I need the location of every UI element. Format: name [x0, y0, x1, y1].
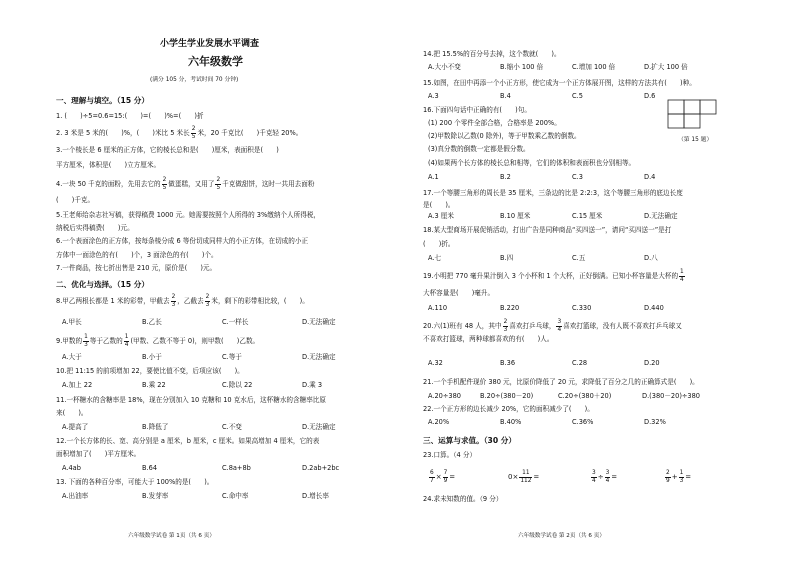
q12-option-a: A.4ab — [62, 464, 81, 472]
question-14: 14.把 15.5%的百分号去掉，这个数就( )。 — [423, 50, 561, 58]
q13-option-d: D.增长率 — [302, 492, 329, 500]
q17-option-b: B.10 厘米 — [500, 212, 531, 220]
question-24: 24.求未知数的值。（9 分） — [423, 495, 503, 503]
e3-fraction-1 — [591, 470, 597, 484]
q22-option-a: A.20% — [428, 418, 450, 426]
e1-fraction-1 — [429, 470, 435, 484]
e1-frac1-den: 7 — [430, 477, 434, 484]
question-3-line1: 3.一个棱长是 6 厘米的正方体，它的棱长总和是( )厘米，表面积是( ) — [56, 146, 279, 154]
e3-operator: ÷ — [597, 473, 604, 481]
e2-frac-den: 112 — [520, 477, 532, 484]
q23-expression-3 — [590, 470, 617, 484]
q8-option-a: A.甲长 — [62, 318, 82, 326]
question-18-line2: ( )折。 — [423, 240, 455, 248]
section-2-heading: 二、优化与选择。（15 分） — [56, 280, 149, 289]
q18-options — [428, 254, 716, 263]
q18-option-c: C.五 — [572, 254, 586, 262]
q22-option-c: C.36% — [572, 418, 594, 426]
question-17-line1: 17.一个等腰三角形的周长是 35 厘米，三条边的比是 2:2:3，这个等腰三角形的底边长度 — [423, 189, 683, 197]
exam-note: (满分 105 分，考试时间 70 分钟) — [150, 77, 239, 83]
q20-frac2-den: 4 — [557, 326, 562, 333]
e4-equals: = — [685, 473, 692, 481]
q20-frac2-num: 3 — [557, 319, 562, 325]
q16-option-d: D.4 — [644, 173, 656, 181]
q9-fraction-1 — [83, 334, 89, 348]
q2-fraction — [191, 126, 197, 140]
q4-text-a: 4.一块 50 千克的面粉，先用去它的 — [56, 180, 161, 188]
q10-options — [62, 381, 382, 390]
question-16: 16.下面四句话中正确的有( )句。 — [423, 106, 531, 114]
q11-options — [62, 423, 382, 432]
q15-cube-net-figure — [666, 98, 722, 132]
e1-equals: = — [449, 473, 456, 481]
question-12-line1: 12.一个长方体的长、宽、高分别是 a 厘米，b 厘米，c 厘米。如果高增加 4 厘米，它的表 — [56, 437, 320, 445]
q12-option-b: B.64 — [142, 464, 158, 472]
e4-frac1-den: 9 — [666, 477, 670, 484]
q17-option-c: C.15 厘米 — [572, 212, 603, 220]
question-4-line2: ( )千克。 — [56, 196, 95, 204]
q8-fraction-1 — [171, 294, 177, 308]
q8-text-c: 米，剩下的彩带相比较，( )。 — [211, 297, 309, 305]
net-square — [668, 100, 684, 114]
question-12-line2: 面积增加了( )平方厘米。 — [56, 450, 141, 458]
net-square — [668, 114, 684, 128]
net-square — [700, 100, 716, 114]
q9-frac1-den: 3 — [84, 341, 88, 348]
footer-page-1: 六年级数学试卷 第 1页（共 6 页） — [128, 533, 215, 539]
q12-options — [62, 464, 382, 473]
q17-option-d: D.无法确定 — [644, 212, 678, 220]
q22-option-b: B.40% — [500, 418, 522, 426]
section-3-heading: 三、运算与求值。（30 分） — [423, 436, 516, 445]
question-9 — [56, 334, 259, 348]
q8-frac1-den: 3 — [171, 301, 176, 308]
q11-option-c: C.不变 — [222, 423, 242, 431]
question-4-line1 — [56, 177, 314, 191]
q8-fraction-2 — [205, 294, 211, 308]
q11-option-d: D.无法确定 — [302, 423, 336, 431]
q20-fraction-2 — [556, 319, 562, 333]
question-18-line1: 18.某大型商场开展促销活动，打出广告是同种商品“买四送一”，请问“买四送一”是打 — [423, 226, 672, 234]
e2-fraction — [519, 470, 532, 484]
q9-text-a: 9.甲数的 — [56, 337, 83, 345]
e4-fraction-2 — [679, 470, 685, 484]
q10-option-a: A.加上 22 — [62, 381, 93, 389]
q15-option-b: B.4 — [500, 92, 511, 100]
q10-option-b: B.乘 22 — [142, 381, 166, 389]
q16-options — [428, 173, 716, 182]
q14-option-a: A.大小不变 — [428, 63, 461, 71]
q16-statement-4: (4)如果两个长方体的棱长总和相等，它们的体积和表面积也分别相等。 — [428, 159, 636, 167]
q4-fraction-1 — [162, 177, 168, 191]
e3-frac2-num: 3 — [605, 470, 610, 476]
question-7: 7.一件商品，按七折出售是 210 元，原价是( )元。 — [56, 264, 217, 272]
q8-option-d: D.无法确定 — [302, 318, 336, 326]
q9-frac2-num: 1 — [124, 334, 129, 340]
e1-frac2-num: 7 — [443, 470, 448, 476]
q20-frac1-num: 2 — [503, 319, 508, 325]
exam-subject: 六年级数学 — [188, 55, 243, 68]
q18-option-b: B.四 — [500, 254, 514, 262]
q4-fraction-2 — [215, 177, 221, 191]
question-1: 1. ( )÷5=0.6=15:( )=( )%=( )折 — [56, 112, 204, 120]
q16-option-c: C.3 — [572, 173, 583, 181]
q21-option-c: C.20÷(380＋20) — [558, 392, 612, 400]
q21-option-d: D.(380－20)÷380 — [642, 392, 700, 400]
q16-option-a: A.1 — [428, 173, 439, 181]
q20-option-a: A.32 — [428, 359, 443, 367]
q4-text-b: 做蛋糕，又用了 — [168, 180, 215, 188]
q23-expression-1 — [428, 470, 455, 484]
e4-frac2-den: 3 — [679, 477, 684, 484]
question-13: 13. 下面的各种百分率，可能大于 100%的是( )。 — [56, 478, 214, 486]
net-square — [684, 114, 700, 128]
q10-option-d: D.乘 3 — [302, 381, 323, 389]
q2-text-b: 米，20 千克比( )千克轻 20%。 — [197, 129, 303, 137]
e2-frac-num: 11 — [519, 470, 532, 478]
q19-option-d: D.440 — [644, 304, 664, 312]
e4-frac2-num: 1 — [679, 470, 684, 476]
q13-option-c: C.命中率 — [222, 492, 249, 500]
q17-options — [428, 212, 716, 221]
q12-option-d: D.2ab+2bc — [302, 464, 340, 472]
q22-options — [428, 418, 716, 427]
q20-option-c: C.28 — [572, 359, 588, 367]
q14-option-c: C.增加 100 倍 — [572, 63, 616, 71]
question-22: 22.一个正方形的边长减少 20%，它的面积减少了( )。 — [423, 405, 594, 413]
question-17-line2: 是( )。 — [423, 201, 455, 209]
q9-option-c: C.等于 — [222, 353, 242, 361]
question-10: 10.把 11:15 的前项增加 22，要使比值不变，后项应该( )。 — [56, 367, 244, 375]
exam-title: 小学生学业发展水平调查 — [160, 39, 260, 49]
q9-option-a: A.大于 — [62, 353, 82, 361]
question-11-line2: 来( )。 — [56, 409, 88, 417]
q11-option-b: B.降低了 — [142, 423, 169, 431]
footer-page-2: 六年级数学试卷 第 2页（共 6 页） — [518, 533, 605, 539]
q20-text-c: 喜欢打篮球，没有人既不喜欢打乒乓球又 — [563, 322, 682, 330]
q8-text-a: 8.甲乙两根长都是 1 米的彩带，甲截去 — [56, 297, 170, 305]
section-1-heading: 一、理解与填空。（15 分） — [56, 96, 149, 105]
e1-operator: × — [435, 473, 442, 481]
question-2 — [56, 126, 302, 140]
q23-expression-4 — [664, 470, 691, 484]
question-5-line2: 纳税后实得稿费( )元。 — [56, 224, 134, 232]
e1-frac1-num: 6 — [430, 470, 434, 476]
q20-text-a: 20.六(1)班有 48 人，其中 — [423, 322, 502, 330]
q13-option-b: B.发芽率 — [142, 492, 169, 500]
q20-text-b: 喜欢打乒乓球， — [509, 322, 556, 330]
question-20-line1 — [423, 319, 682, 333]
e3-equals: = — [611, 473, 618, 481]
q4-frac2-den: 5 — [216, 184, 221, 191]
q8-option-c: C.一样长 — [222, 318, 249, 326]
question-20-line2: 不喜欢打篮球，两种球都喜欢的有( )人。 — [423, 335, 554, 343]
q18-option-d: D.八 — [644, 254, 658, 262]
q22-option-d: D.32% — [644, 418, 666, 426]
q9-frac1-num: 1 — [84, 334, 88, 340]
q16-option-b: B.2 — [500, 173, 511, 181]
q19-frac-den: 4 — [680, 276, 684, 283]
q16-statement-1: (1) 200 个零件全部合格，合格率是 200%。 — [428, 119, 561, 127]
e3-frac1-den: 4 — [592, 477, 596, 484]
q2-text-a: 2. 3 米是 5 米的( )%，( )米比 5 米长 — [56, 129, 190, 137]
q15-option-a: A.3 — [428, 92, 439, 100]
q21-options — [428, 392, 732, 401]
q8-option-b: B.乙长 — [142, 318, 162, 326]
q4-frac1-den: 5 — [162, 184, 167, 191]
q2-frac-den: 5 — [191, 133, 196, 140]
q15-option-d: D.6 — [644, 92, 656, 100]
q4-frac2-num: 2 — [216, 177, 221, 183]
q11-option-a: A.提高了 — [62, 423, 89, 431]
q14-options — [428, 63, 716, 72]
q9-option-d: D.无法确定 — [302, 353, 336, 361]
q9-text-c: (甲数、乙数不等于 0)，则甲数( )乙数。 — [130, 337, 260, 345]
e1-frac2-den: 9 — [443, 477, 448, 484]
q16-statement-2: (2)甲数除以乙数(0 除外)，等于甲数乘乙数的倒数。 — [428, 132, 581, 140]
q19-text-a: 19.小明把 770 毫升果汁倒入 3 个小杯和 1 个大杯，正好倒满。已知小杯容量是大杯的 — [423, 272, 679, 280]
q2-frac-num: 2 — [191, 126, 196, 132]
q20-fraction-1 — [503, 319, 509, 333]
q9-options — [62, 353, 382, 362]
e4-frac1-num: 2 — [666, 470, 670, 476]
q14-option-d: D.扩大 100 倍 — [644, 63, 688, 71]
q8-frac2-num: 2 — [205, 294, 210, 300]
q9-fraction-2 — [124, 334, 130, 348]
q23-expression-2 — [508, 470, 539, 484]
q12-option-c: C.8a+8b — [222, 464, 251, 472]
e2-equals: = — [533, 473, 540, 481]
q19-fraction — [679, 269, 685, 283]
q20-options — [428, 359, 716, 368]
q8-text-b: ，乙截去 — [177, 297, 204, 305]
e4-fraction-1 — [665, 470, 671, 484]
q20-frac1-den: 3 — [503, 326, 508, 333]
question-6-line1: 6.一个表面涂色的正方体，按每条棱分成 6 等份切成同样大的小正方体，在切成的小正 — [56, 237, 309, 245]
question-19-line1 — [423, 269, 686, 283]
q9-option-b: B.小于 — [142, 353, 162, 361]
q21-option-b: B.20÷(380－20) — [480, 392, 534, 400]
q10-option-c: C.除以 22 — [222, 381, 253, 389]
q9-text-b: 等于乙数的 — [89, 337, 123, 345]
q19-option-c: C.330 — [572, 304, 592, 312]
q19-option-b: B.220 — [500, 304, 520, 312]
q9-frac2-den: 4 — [124, 341, 129, 348]
e2-prefix: 0× — [508, 473, 519, 481]
q4-text-c: 千克做甜饼，这时一共用去面粉 — [222, 180, 315, 188]
q15-figure-caption: （第 15 题） — [678, 137, 713, 143]
q14-option-b: B.缩小 100 倍 — [500, 63, 544, 71]
q4-frac1-num: 2 — [162, 177, 167, 183]
q19-options — [428, 304, 716, 313]
question-21: 21.一个手机配件现价 380 元，比原价降低了 20 元，求降低了百分之几的正确算式是( )。 — [423, 378, 699, 386]
question-19-line2: 大杯容量是( )毫升。 — [423, 289, 495, 297]
q8-frac1-num: 2 — [171, 294, 176, 300]
e3-frac2-den: 4 — [605, 477, 610, 484]
question-5-line1: 5.王老师给杂志社写稿，获得稿费 1000 元。她需要按照个人所得的 3%缴纳个人所得税， — [56, 211, 321, 219]
q15-option-c: C.5 — [572, 92, 583, 100]
question-8 — [56, 294, 309, 308]
question-11-line1: 11.一杯糖水的含糖率是 18%，现在分别加入 10 克糖和 10 克水后，这杯糖水的含糖率比原 — [56, 396, 326, 404]
question-15: 15.如图，在田中再添一个小正方形，使它成为一个正方体展开图，这样的方法共有( )种。 — [423, 79, 696, 87]
q13-options — [62, 492, 382, 501]
q20-option-d: D.20 — [644, 359, 660, 367]
net-square — [684, 100, 700, 114]
q18-option-a: A.七 — [428, 254, 442, 262]
e3-frac1-num: 3 — [592, 470, 596, 476]
question-23: 23.口算。（4 分） — [423, 451, 477, 459]
question-3-line2: 平方厘米，体积是( )立方厘米。 — [56, 161, 161, 169]
e1-fraction-2 — [443, 470, 449, 484]
q8-frac2-den: 3 — [205, 301, 210, 308]
q17-option-a: A.3 厘米 — [428, 212, 454, 220]
q8-options — [62, 318, 382, 327]
q16-statement-3: (3)真分数的倒数一定都是假分数。 — [428, 145, 530, 153]
q21-option-a: A.20÷380 — [428, 392, 461, 400]
q19-option-a: A.110 — [428, 304, 448, 312]
q19-frac-num: 1 — [680, 269, 684, 275]
e3-fraction-2 — [605, 470, 611, 484]
q13-option-a: A.出油率 — [62, 492, 89, 500]
question-6-line2: 方体中一面涂色的有( )个，3 面涂色的有( )个。 — [56, 251, 218, 259]
e4-operator: + — [671, 473, 678, 481]
q20-option-b: B.36 — [500, 359, 516, 367]
